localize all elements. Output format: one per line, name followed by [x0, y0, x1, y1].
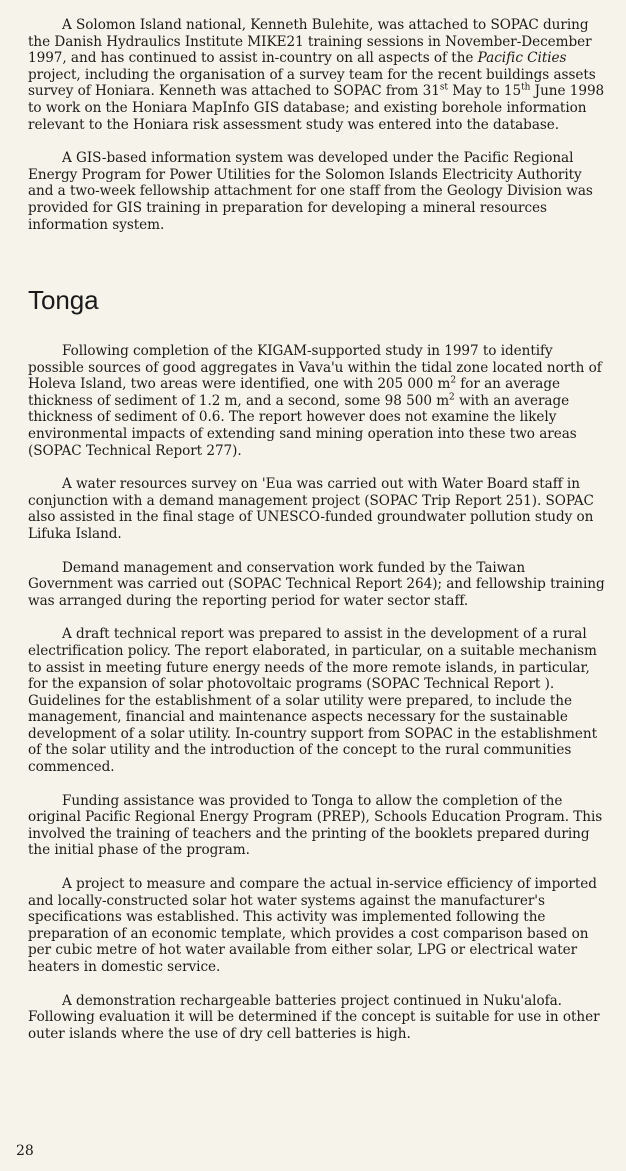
section-heading: Tonga [28, 285, 99, 315]
paragraph: A project to measure and compare the actual in-service efficiency of imported and locally-constructed solar hot water systems against the manufacturer's specifications was established. This activity was implemented following the preparation of an economic template, which provides a cost comparison based on per cubic metre of hot water available from either solar, LPG or electrical water heaters in domestic service. [28, 876, 597, 975]
paragraph: Following completion of the KIGAM-supported study in 1997 to identify possible sources of good aggregates in Vava'u within the tidal zone located north of Holeva Island, two areas were identified, one with 205 000 $m^2$ for an average thickness of sediment of 1.2 m, and a second, some 98 500 $m^2$ with an average thickness of sediment of 0.6. The report however does not examine the likely environmental impacts of extending sand mining operation into these two areas (SOPAC Technical Report 277). [28, 343, 602, 459]
paragraph: A GIS-based information system was developed under the Pacific Regional Energy Program for Power Utilities for the Solomon Islands Electricity Authority and a two-week fellowship attachment for one staff from the Geology Division was provided for GIS training in preparation for developing a mineral resources information system. [28, 150, 593, 233]
paragraph: A draft technical report was prepared to assist in the development of a rural electrification policy. The report elaborated, in particular, on a suitable mechanism to assist in meeting future energy needs of the more remote islands, in particular, for the expansion of solar photovoltaic programs (SOPAC Technical Report ). Guidelines for the establishment of a solar utility were prepared, to include the management, financial and maintenance aspects necessary for the sustainable development of a solar utility. In-country support from SOPAC in the establishment of the solar utility and the introduction of the concept to the rural communities commenced. [28, 626, 597, 776]
paragraph: Demand management and conservation work funded by the Taiwan Government was carried out (SOPAC Technical Report 264); and fellowship training was arranged during the reporting period for water sector staff. [28, 559, 605, 609]
paragraph: A water resources survey on 'Eua was carried out with Water Board staff in conjunction with a demand management project (SOPAC Trip Report 251). SOPAC also assisted in the final stage of UNESCO-funded groundwater pollution study on Lifuka Island. [28, 476, 594, 542]
section-tonga-body [28, 343, 606, 1059]
paragraph: A Solomon Island national, Kenneth Bulehite, was attached to SOPAC during the Danish Hydraulics Institute MIKE21 training sessions in November-December 1997, and has continued to assist in-country on all aspects of the Pacific Cities project, including the organisation of a survey team for the recent buildings assets survey of Honiara. Kenneth was attached to SOPAC from 31st May to 15th June 1998 to work on the Honiara MapInfo GIS database; and existing borehole information relevant to the Honiara risk assessment study was entered into the database. [28, 17, 605, 133]
paragraph: A demonstration rechargeable batteries project continued in Nuku'alofa. Following evaluation it will be determined if the concept is suitable for use in other outer islands where the use of dry cell batteries is high. [28, 992, 600, 1042]
section-solomon-islands-continued [28, 17, 606, 250]
page-number: 28 [16, 1143, 34, 1159]
paragraph: Funding assistance was provided to Tonga to allow the completion of the original Pacific Regional Energy Program (PREP), Schools Education Program. This involved the training of teachers and the printing of the booklets prepared during the initial phase of the program. [28, 792, 603, 859]
section-tonga [28, 285, 606, 315]
